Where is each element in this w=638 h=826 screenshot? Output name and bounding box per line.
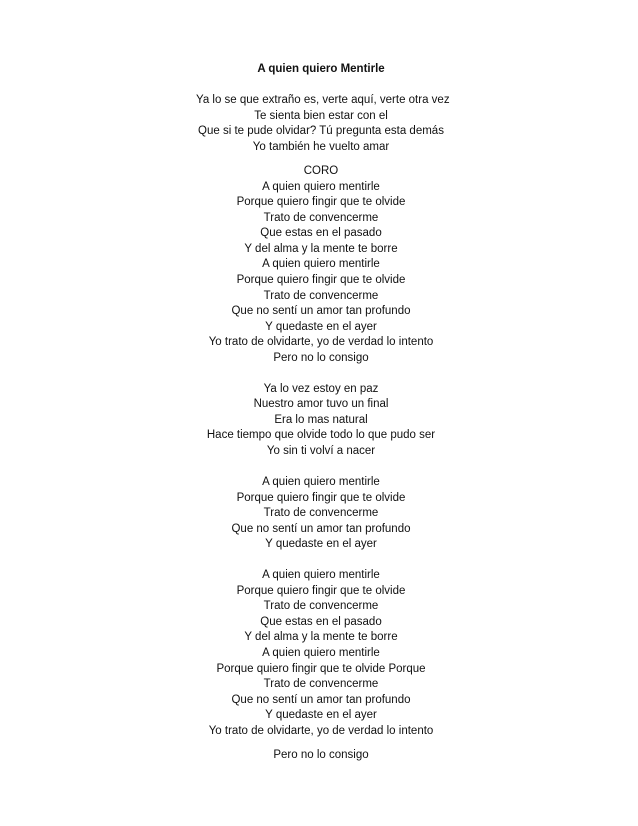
coro-stanza: [196, 164, 446, 366]
lyric-line: Trato de convencerme: [263, 507, 379, 520]
lyrics-block: [196, 61, 450, 764]
lyric-line: A quien quiero mentirle: [262, 569, 380, 582]
lyric-line: Era lo mas natural: [274, 413, 368, 426]
lyric-line: Trato de convencerme: [263, 678, 379, 691]
lyric-line: A quien quiero mentirle: [262, 258, 380, 271]
lyric-line: Que no sentí un amor tan profundo: [231, 693, 411, 706]
spacer: [196, 155, 446, 164]
spacer: [196, 739, 446, 748]
lyric-line: Ya lo vez estoy en paz: [263, 382, 379, 395]
lyric-line: Y quedaste en el ayer: [265, 709, 377, 722]
chorus-short-stanza: [196, 475, 446, 553]
spacer: [196, 77, 446, 93]
lyric-line: Ya lo se que extraño es, verte aquí, verte otra vez: [196, 94, 450, 106]
spacer: [196, 366, 446, 382]
lyric-line: Que no sentí un amor tan profundo: [231, 522, 411, 535]
song-title: A quien quiero Mentirle: [257, 63, 385, 75]
lyric-line: Porque quiero fingir que te olvide: [236, 274, 406, 287]
coro-label: CORO: [303, 165, 339, 178]
lyric-line: Hace tiempo que olvide todo lo que pudo ser: [206, 429, 436, 442]
lyric-line: Porque quiero fingir que te olvide: [236, 196, 406, 209]
lyric-line-ending: Pero no lo consigo: [273, 749, 369, 762]
lyric-line: Nuestro amor tuvo un final: [253, 398, 389, 411]
lyric-line: Que estas en el pasado: [260, 227, 382, 240]
lyric-line: Porque quiero fingir que te olvide: [236, 491, 406, 504]
lyric-line: Trato de convencerme: [263, 600, 379, 613]
lyric-line: Porque quiero fingir que te olvide Porque: [216, 662, 426, 675]
lyric-line: Yo sin ti volví a nacer: [266, 444, 376, 457]
spacer: [196, 460, 446, 476]
intro-stanza: [196, 93, 450, 155]
lyric-line: Y quedaste en el ayer: [265, 320, 377, 333]
lyric-line: Porque quiero fingir que te olvide: [236, 584, 406, 597]
spacer: [196, 553, 446, 569]
lyric-line: Trato de convencerme: [263, 211, 379, 224]
lyric-line: Y quedaste en el ayer: [265, 538, 377, 551]
lyric-line: Yo trato de olvidarte, yo de verdad lo intento: [208, 724, 434, 737]
verse2-stanza: [196, 382, 446, 460]
lyric-line: Te sienta bien estar con el: [254, 109, 388, 122]
lyric-line: Que no sentí un amor tan profundo: [231, 305, 411, 318]
lyric-line: Yo trato de olvidarte, yo de verdad lo intento: [208, 336, 434, 349]
lyric-line: Que estas en el pasado: [260, 615, 382, 628]
lyric-line: Y del alma y la mente te borre: [244, 242, 398, 255]
lyric-line: A quien quiero mentirle: [262, 180, 380, 193]
lyric-line: Y del alma y la mente te borre: [244, 631, 398, 644]
lyric-line: A quien quiero mentirle: [262, 476, 380, 489]
lyric-line: Pero no lo consigo: [273, 351, 369, 364]
chorus-final-stanza: [196, 568, 446, 739]
lyric-line: Yo también he vuelto amar: [252, 140, 390, 153]
lyric-line: Que si te pude olvidar? Tú pregunta esta demás: [198, 125, 444, 138]
lyric-line: Trato de convencerme: [263, 289, 379, 302]
lyric-line: A quien quiero mentirle: [262, 647, 380, 659]
